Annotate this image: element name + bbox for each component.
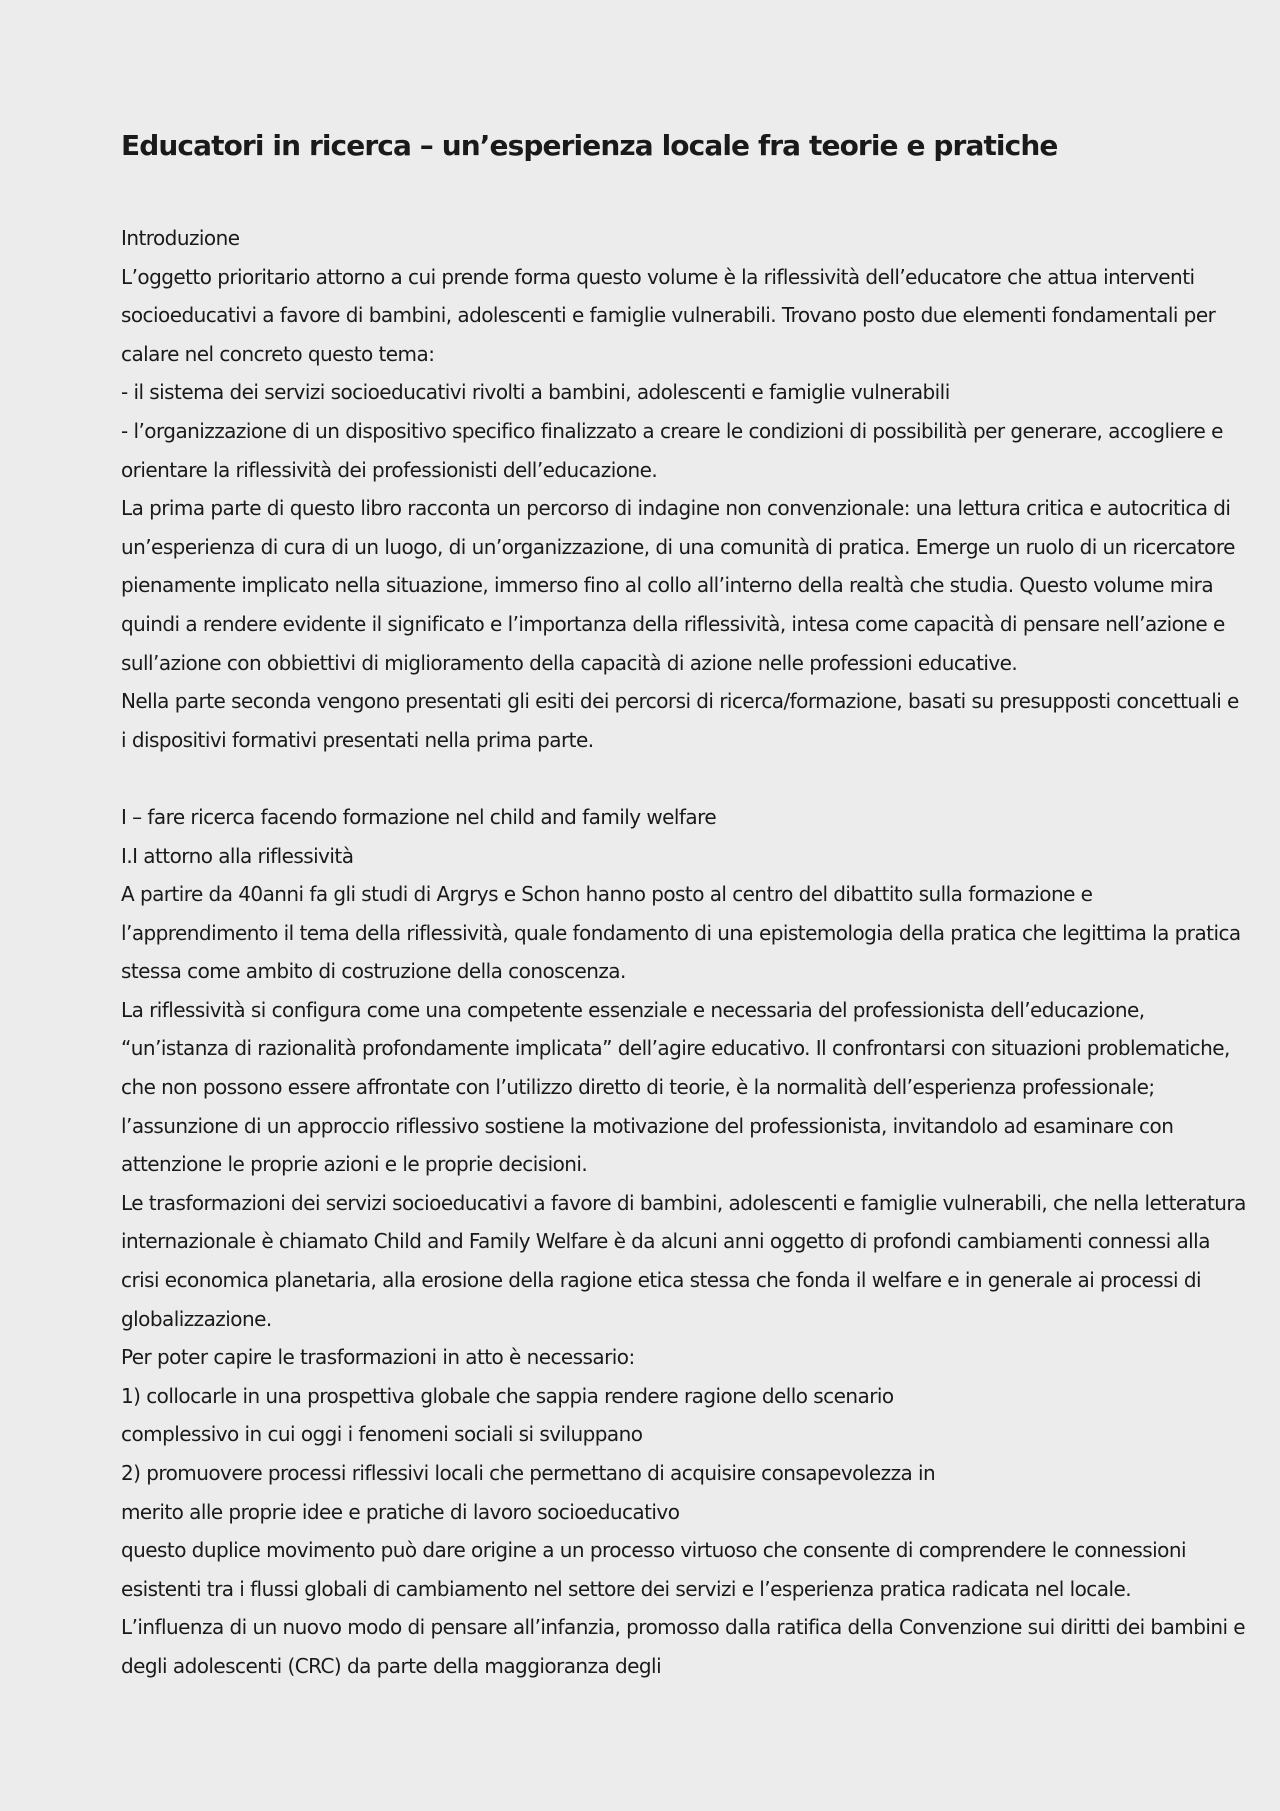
text-line: orientare la riflessività dei professionisti dell’educazione.: [121, 457, 658, 482]
text-line: i dispositivi formativi presentati nella prima parte.: [121, 727, 594, 752]
text-line: questo duplice movimento può dare origine a un processo virtuoso che consente di comprendere le connessioni: [121, 1538, 1186, 1563]
list-item: - l’organizzazione di un dispositivo specifico finalizzato a creare le condizioni di possibilità per generare, accogliere e: [121, 418, 1223, 443]
document-page: [121, 126, 1246, 1686]
text-line: complessivo in cui oggi i fenomeni sociali si sviluppano: [121, 1422, 643, 1447]
intro-section: [121, 219, 1239, 759]
text-line: L’oggetto prioritario attorno a cui prende forma questo volume è la riflessività dell’educatore che attua interventi: [121, 264, 1195, 289]
text-line: degli adolescenti (CRC) da parte della maggioranza degli: [121, 1653, 662, 1678]
text-line: crisi economica planetaria, alla erosione della ragione etica stessa che fonda il welfare e in generale ai processi di: [121, 1268, 1202, 1293]
text-line: sull’azione con obbiettivi di miglioramento della capacità di azione nelle professioni educative.: [121, 650, 1018, 675]
text-line: Le trasformazioni dei servizi socioeducativi a favore di bambini, adolescenti e famiglie vulnerabili, che nella letteratura: [121, 1190, 1246, 1215]
text-line: pienamente implicato nella situazione, immerso fino al collo all’interno della realtà che studia. Questo volume mira: [121, 573, 1214, 598]
text-line: che non possono essere affrontate con l’utilizzo diretto di teorie, è la normalità dell’esperienza professionale;: [121, 1075, 1155, 1100]
text-line: quindi a rendere evidente il significato e l’importanza della riflessività, intesa come capacità di pensare nell’azione e: [121, 611, 1225, 636]
text-line: L’influenza di un nuovo modo di pensare all’infanzia, promosso dalla ratifica della Convenzione sui diritti dei bambini e: [121, 1615, 1246, 1640]
paragraph-gap: [121, 759, 1171, 798]
intro-heading: Introduzione: [121, 226, 240, 250]
text-line: merito alle proprie idee e pratiche di lavoro socioeducativo: [121, 1499, 680, 1524]
text-line: La prima parte di questo libro racconta un percorso di indagine non convenzionale: una lettura critica e autocritica di: [121, 496, 1231, 521]
text-line: “un’istanza di razionalità profondamente implicata” dell’agire educativo. Il confrontarsi con situazioni problematiche,: [121, 1036, 1230, 1061]
text-line: La riflessività si configura come una competente essenziale e necessaria del professionista dell’educazione,: [121, 997, 1145, 1022]
list-item: - il sistema dei servizi socioeducativi rivolti a bambini, adolescenti e famiglie vulnerabili: [121, 380, 950, 405]
text-line: un’esperienza di cura di un luogo, di un’organizzazione, di una comunità di pratica. Emerge un ruolo di un ricercatore: [121, 534, 1235, 559]
text-line: l’apprendimento il tema della riflessività, quale fondamento di una epistemologia della pratica che legittima la pratica: [121, 920, 1241, 945]
document-title: Educatori in ricerca – un’esperienza locale fra teorie e pratiche: [121, 129, 1058, 162]
text-line: attenzione le proprie azioni e le proprie decisioni.: [121, 1152, 588, 1177]
text-line: internazionale è chiamato Child and Family Welfare è da alcuni anni oggetto di profondi cambiamenti connessi alla: [121, 1229, 1210, 1254]
text-line: l’assunzione di un approccio riflessivo sostiene la motivazione del professionista, invitandolo ad esaminare con: [121, 1113, 1174, 1138]
text-line: calare nel concreto questo tema:: [121, 341, 435, 366]
subsection-heading: I.I attorno alla riflessività: [121, 843, 354, 868]
text-line: A partire da 40anni fa gli studi di Argrys e Schon hanno posto al centro del dibattito sulla formazione e: [121, 882, 1093, 907]
text-line: esistenti tra i flussi globali di cambiamento nel settore dei servizi e l’esperienza pratica radicata nel locale.: [121, 1576, 1132, 1601]
text-line: Per poter capire le trasformazioni in atto è necessario:: [121, 1345, 635, 1370]
text-line: globalizzazione.: [121, 1306, 272, 1331]
text-line: socioeducativi a favore di bambini, adolescenti e famiglie vulnerabili. Trovano posto due elementi fondamentali per: [121, 303, 1216, 328]
text-line: Nella parte seconda vengono presentati gli esiti dei percorsi di ricerca/formazione, basati su presupposti concettuali e: [121, 689, 1239, 714]
list-item: 1) collocarle in una prospettiva globale che sappia rendere ragione dello scenario: [121, 1383, 894, 1408]
section-heading: I – fare ricerca facendo formazione nel child and family welfare: [121, 804, 717, 829]
text-line: stessa come ambito di costruzione della conoscenza.: [121, 959, 626, 984]
chapter-section: [121, 798, 1246, 1686]
list-item: 2) promuovere processi riflessivi locali che permettano di acquisire consapevolezza in: [121, 1461, 936, 1485]
